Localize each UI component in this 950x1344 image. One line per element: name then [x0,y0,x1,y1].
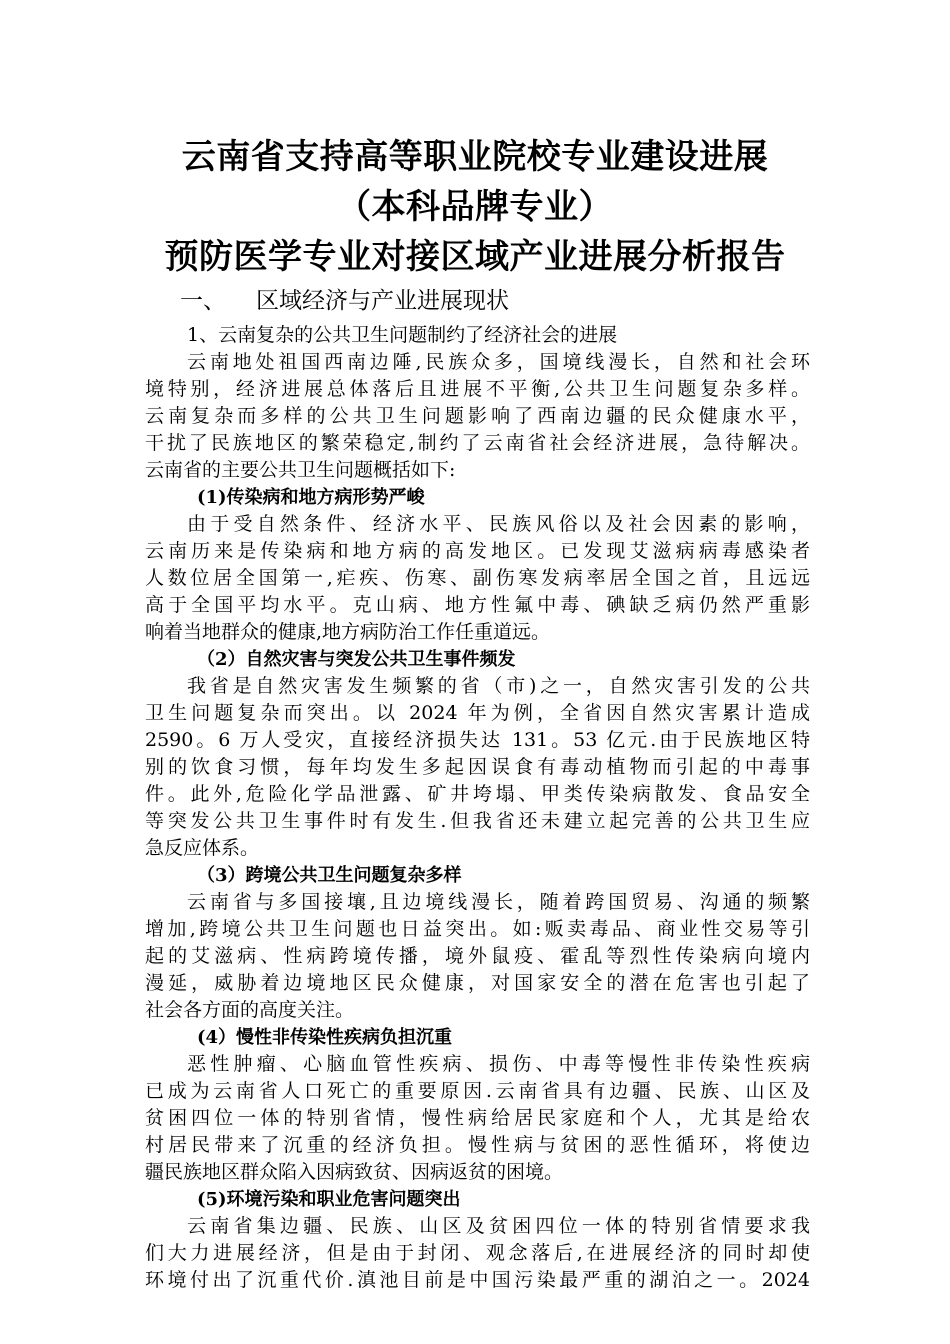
paragraph-line: 云南省与多国接壤,且边境线漫长，随着跨国贸易、沟通的频繁 [187,891,810,913]
title-block [0,132,950,282]
paragraph-line: 环境付出了沉重代价.滇池目前是中国污染最严重的湖泊之一。2024 [145,1269,810,1291]
paragraph-line: 增加,跨境公共卫生问题也日益突出。如:贩卖毒品、商业性交易等引 [145,918,810,940]
paragraph-line: 高于全国平均水平。克山病、地方性氟中毒、碘缺乏病仍然严重影 [145,594,810,616]
paragraph-line: 云南复杂而多样的公共卫生问题影响了西南边疆的民众健康水平， [145,405,810,427]
paragraph-line: 贫困四位一体的特别省情，慢性病给居民家庭和个人，尤其是给农 [145,1107,810,1129]
paragraph-line: 境特别，经济进展总体落后且进展不平衡,公共卫生问题复杂多样。 [145,378,810,400]
title-line-3: 预防医学专业对接区域产业进展分析报告 [164,237,786,277]
paragraph-line: 已成为云南省人口死亡的重要原因.云南省具有边疆、民族、山区及 [145,1080,810,1102]
title-line-2: （本科品牌专业） [337,187,613,227]
paragraph-line: 干扰了民族地区的繁荣稳定,制约了云南省社会经济进展，急待解决。 [145,432,810,454]
paragraph-line: 等突发公共卫生事件时有发生.但我省还未建立起完善的公共卫生应 [145,810,810,832]
paragraph-line: 别的饮食习惯，每年均发生多起因误食有毒动植物而引起的中毒事 [145,756,810,778]
subheading-line: (5)环境污染和职业危害问题突出 [197,1189,461,1210]
paragraph-line: 疆民族地区群众陷入因病致贫、因病返贫的困境。 [145,1161,564,1183]
paragraph-line: 云南地处祖国西南边陲,民族众多，国境线漫长，自然和社会环 [187,351,810,373]
paragraph-line: 云南历来是传染病和地方病的高发地区。已发现艾滋病病毒感染者 [145,540,810,562]
paragraph-line: 起的艾滋病、性病跨境传播，境外鼠疫、霍乱等烈性传染病向境内 [145,945,810,967]
subheading-line: (4）慢性非传染性疾病负担沉重 [197,1027,453,1048]
subheading-line: 1、云南复杂的公共卫生问题制约了经济社会的进展 [187,324,618,346]
title-line-1: 云南省支持高等职业院校专业建设进展 [181,137,769,177]
paragraph-line: 云南省集边疆、民族、山区及贫困四位一体的特别省情要求我 [187,1215,810,1237]
paragraph-line: 我省是自然灾害发生频繁的省（市)之一，自然灾害引发的公共 [187,675,810,697]
paragraph-line: 响着当地群众的健康,地方病防治工作任重道远。 [145,621,551,643]
section-number: 一、 [180,288,226,314]
paragraph-line: 卫生问题复杂而突出。以 2024 年为例，全省因自然灾害累计造成 [145,702,810,724]
paragraph-line: 急反应体系。 [145,837,260,859]
paragraph-line: 件。此外,危险化学品泄露、矿井垮塌、甲类传染病散发、食品安全 [145,783,810,805]
paragraph-line: 漫延，威胁着边境地区民众健康，对国家安全的潜在危害也引起了 [145,972,810,994]
subheading-line: (1)传染病和地方病形势严峻 [197,487,425,508]
section-heading-text: 区域经济与产业进展现状 [256,288,509,314]
paragraph-line: 2590。6 万人受灾，直接经济损失达 131。53 亿元.由于民族地区特 [145,729,810,751]
paragraph-line: 恶性肿瘤、心脑血管性疾病、损伤、中毒等慢性非传染性疾病 [187,1053,810,1075]
paragraph-line: 人数位居全国第一,疟疾、伤寒、副伤寒发病率居全国之首，且远远 [145,567,810,589]
section-heading-1 [180,285,509,317]
paragraph-line: 云南省的主要公共卫生问题概括如下: [145,459,456,481]
body-text [145,322,810,1294]
paragraph-line: 社会各方面的高度关注。 [145,999,355,1021]
paragraph-line: 们大力进展经济，但是由于封闭、观念落后,在进展经济的同时却使 [145,1242,810,1264]
subheading-line: （2）自然灾害与突发公共卫生事件频发 [197,649,516,670]
subheading-line: （3）跨境公共卫生问题复杂多样 [197,865,462,886]
paragraph-line: 村居民带来了沉重的经济负担。慢性病与贫困的恶性循环，将使边 [145,1134,810,1156]
paragraph-line: 由于受自然条件、经济水平、民族风俗以及社会因素的影响， [187,513,810,535]
